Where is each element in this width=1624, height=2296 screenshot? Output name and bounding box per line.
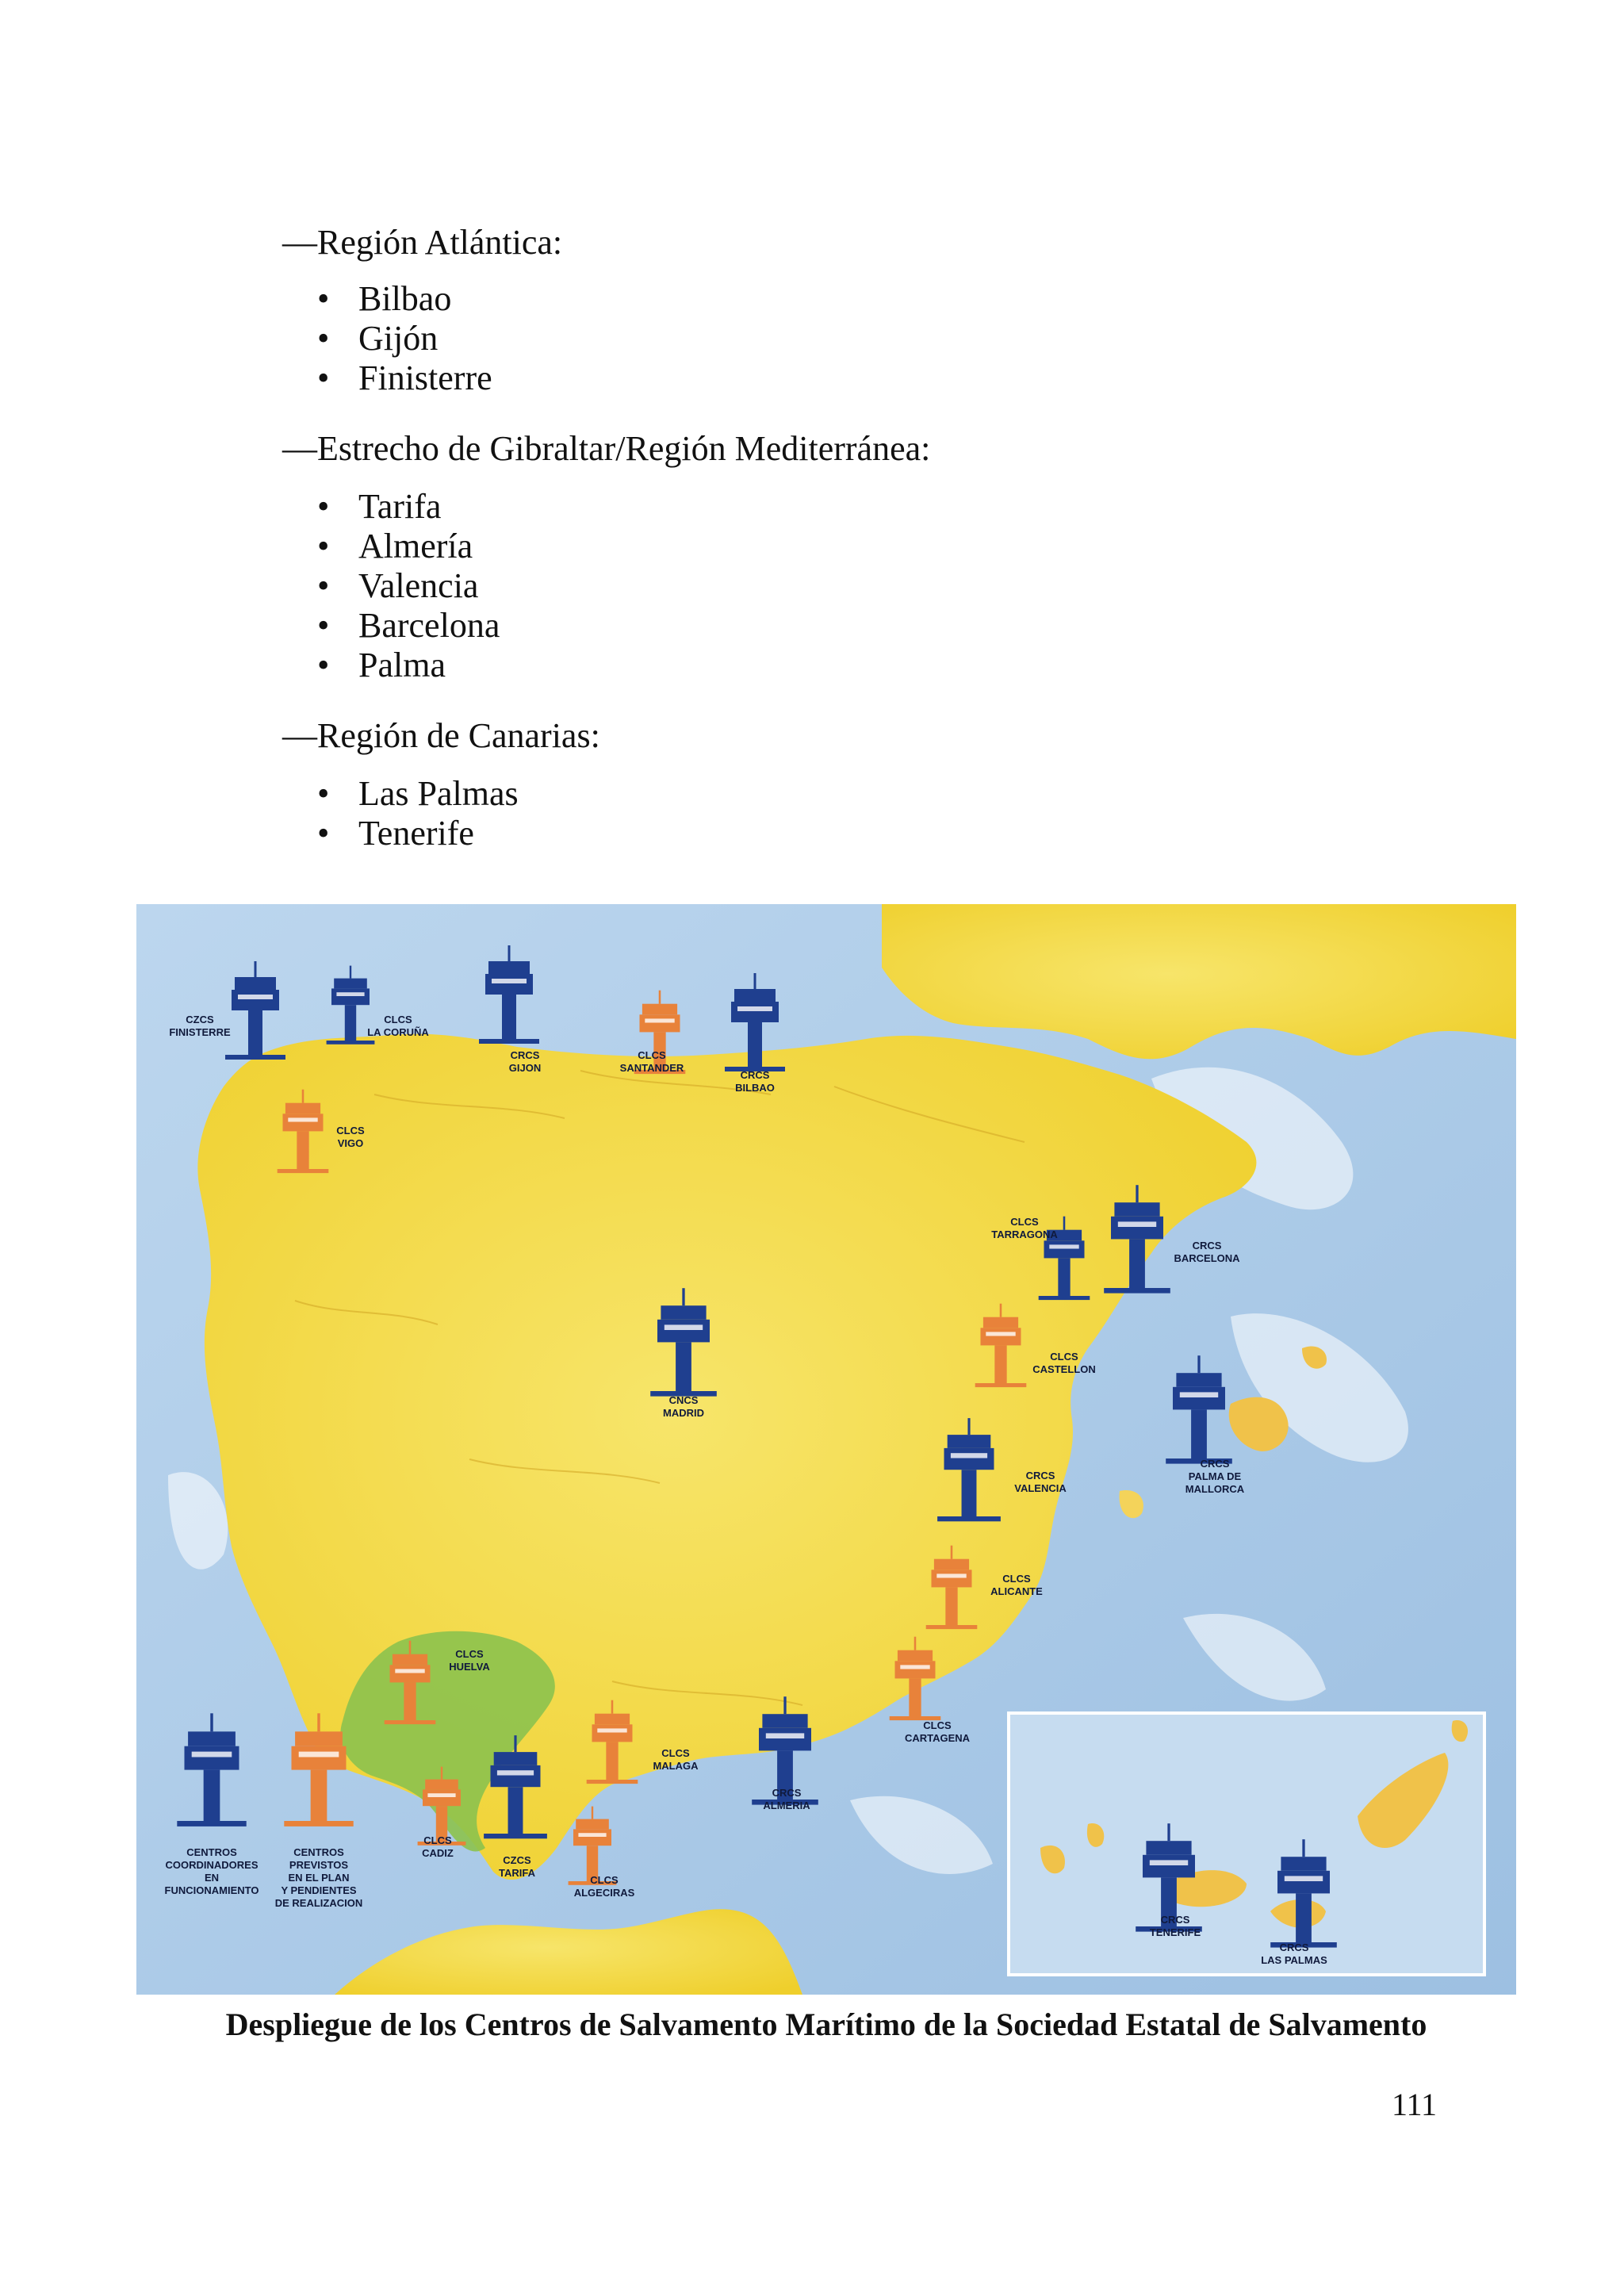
- legend-label: EN: [204, 1872, 220, 1884]
- station-label: MADRID: [663, 1407, 704, 1419]
- page-number: 111: [1391, 2087, 1437, 2122]
- station-label: CLCS: [336, 1125, 365, 1137]
- station-label: VIGO: [337, 1137, 364, 1149]
- canarias-inset: [1009, 1713, 1484, 1975]
- station-label: CZCS: [503, 1854, 531, 1866]
- station-label: CLCS: [1050, 1351, 1078, 1363]
- station-label: CLCS: [590, 1874, 619, 1886]
- list-item: • Palma: [317, 646, 500, 685]
- station-label: CASTELLON: [1032, 1363, 1096, 1375]
- legend-label: DE REALIZACION: [274, 1897, 363, 1909]
- station-label: TENERIFE: [1149, 1926, 1201, 1938]
- station-label: CRCS: [1279, 1941, 1309, 1953]
- station-label: CLCS: [423, 1834, 452, 1846]
- legend-label: FUNCIONAMIENTO: [164, 1884, 259, 1896]
- legend-label: EN EL PLAN: [288, 1872, 350, 1884]
- station-label: TARRAGONA: [991, 1228, 1058, 1240]
- station-label: CRCS: [510, 1049, 540, 1061]
- legend-label: Y PENDIENTES: [281, 1884, 357, 1896]
- station-label: CLCS: [638, 1049, 666, 1061]
- station-label: PALMA DE: [1188, 1470, 1242, 1482]
- list-item: • Finisterre: [317, 358, 492, 398]
- section-heading-canarias: —Región de Canarias:: [282, 716, 600, 755]
- list-item: • Las Palmas: [317, 774, 519, 814]
- station-label: CRCS: [1200, 1458, 1230, 1470]
- station-label: ALMERIA: [763, 1800, 810, 1811]
- station-label: VALENCIA: [1014, 1482, 1067, 1494]
- station-label: CLCS: [384, 1014, 412, 1025]
- station-label: SANTANDER: [619, 1062, 684, 1074]
- station-label: MALAGA: [653, 1760, 699, 1772]
- station-label: CLCS: [661, 1747, 690, 1759]
- station-label: CRCS: [1025, 1470, 1055, 1481]
- station-label: CZCS: [186, 1014, 214, 1025]
- list-item: • Tenerife: [317, 814, 519, 853]
- legend-label: PREVISTOS: [289, 1859, 349, 1871]
- list-atlantica: [317, 279, 492, 398]
- map-svg: [136, 904, 1516, 1995]
- list-item: • Valencia: [317, 566, 500, 606]
- station-label: BILBAO: [735, 1082, 775, 1094]
- station-label: HUELVA: [449, 1661, 490, 1673]
- station-label: BARCELONA: [1174, 1252, 1240, 1264]
- list-canarias: [317, 774, 519, 853]
- section-heading-mediterranea: —Estrecho de Gibraltar/Región Mediterránea:: [282, 429, 931, 468]
- station-label: CLCS: [1002, 1573, 1031, 1585]
- list-item: • Barcelona: [317, 606, 500, 646]
- station-label: CLCS: [1010, 1216, 1039, 1228]
- station-label: CRCS: [740, 1069, 770, 1081]
- figure-caption: Despliegue de los Centros de Salvamento Marítimo de la Sociedad Estatal de Salvamento: [225, 2007, 1427, 2042]
- station-label: GIJON: [508, 1062, 542, 1074]
- station-label: CNCS: [668, 1394, 699, 1406]
- station-label: LAS PALMAS: [1261, 1954, 1327, 1966]
- station-label: CADIZ: [422, 1847, 454, 1859]
- station-label: TARIFA: [499, 1867, 535, 1879]
- list-item: • Bilbao: [317, 279, 492, 319]
- station-label: ALGECIRAS: [573, 1887, 635, 1899]
- station-label: CRCS: [1192, 1240, 1222, 1251]
- station-label: CLCS: [455, 1648, 484, 1660]
- station-label: CRCS: [772, 1787, 802, 1799]
- station-label: CLCS: [923, 1719, 952, 1731]
- legend-label: CENTROS: [186, 1846, 237, 1858]
- station-label: MALLORCA: [1185, 1483, 1245, 1495]
- station-label: CARTAGENA: [904, 1732, 971, 1744]
- legend-label: COORDINADORES: [165, 1859, 259, 1871]
- legend-label: CENTROS: [293, 1846, 344, 1858]
- list-mediterranea: [317, 487, 500, 685]
- station-label: LA CORUÑA: [367, 1026, 429, 1038]
- list-item: • Almería: [317, 527, 500, 566]
- list-item: • Tarifa: [317, 487, 500, 527]
- station-label: ALICANTE: [990, 1585, 1043, 1597]
- station-label: FINISTERRE: [169, 1026, 231, 1038]
- section-heading-atlantica: —Región Atlántica:: [282, 223, 563, 262]
- list-item: • Gijón: [317, 319, 492, 358]
- station-label: CRCS: [1160, 1914, 1190, 1926]
- rescue-centres-map: [136, 904, 1516, 1995]
